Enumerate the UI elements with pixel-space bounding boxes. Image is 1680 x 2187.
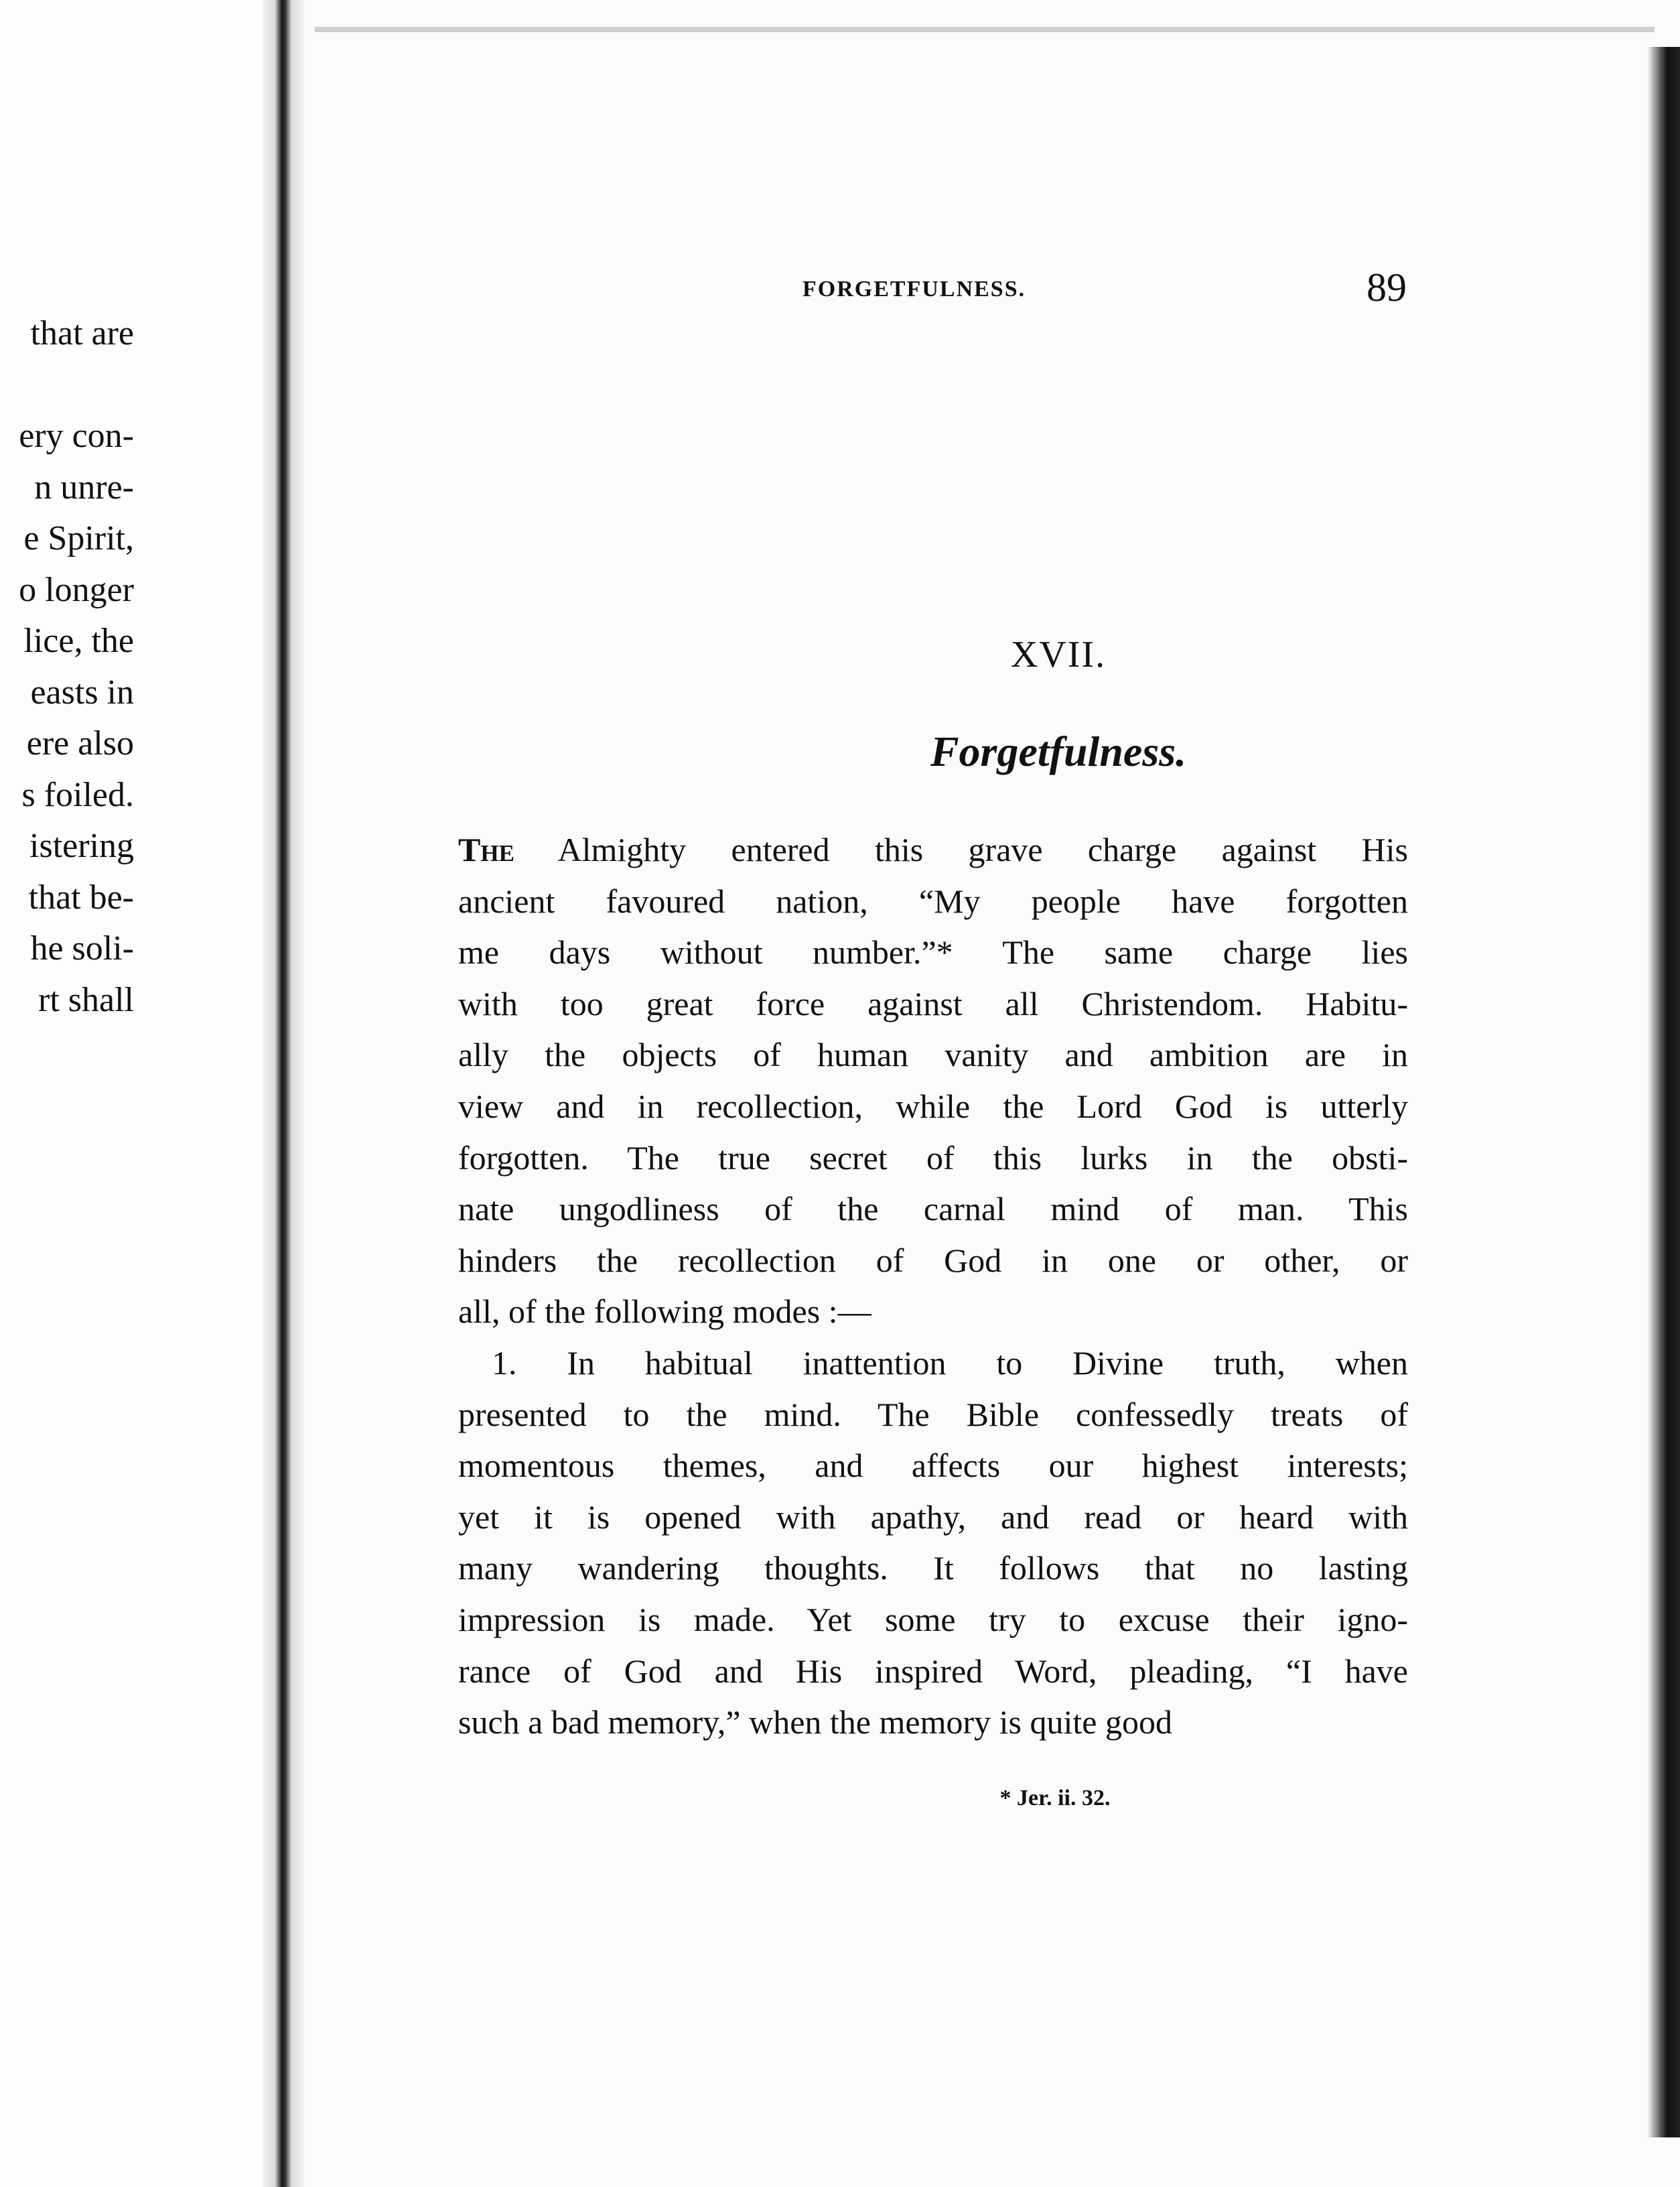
body-line: me days without number.”* The same charge lies [458,933,1408,972]
body-line: yet it is opened with apathy, and read or heard with [458,1498,1408,1536]
running-title: FORGETFULNESS. [802,277,1026,302]
footnote: * Jer. ii. 32. [999,1786,1111,1810]
left-page-line: o longer [19,570,134,609]
chapter-number: XVII. [1010,634,1107,675]
left-page-line: that be- [28,878,134,917]
body-text [458,824,1408,1748]
left-page-text [0,308,134,1026]
left-page-line: lice, the [23,622,134,660]
body-line: all, of the following modes :— [458,1293,871,1331]
body-line: hinders the recollection of God in one or other, or [458,1241,1408,1279]
body-line: rance of God and His inspired Word, pleading, “I have [458,1652,1408,1690]
body-line: with too great force against all Christendom. Habitu- [458,984,1408,1022]
left-page-line: he soli- [30,929,134,968]
body-line: such a bad memory,” when the memory is quite good [458,1703,1172,1741]
body-line: presented to the mind. The Bible confessedly treats of [458,1395,1408,1433]
running-head [315,258,1648,312]
body-line: forgotten. The true secret of this lurks in the obsti- [458,1138,1408,1177]
body-line: ally the objects of human vanity and ambition are in [458,1036,1408,1074]
left-page-line: ery con- [19,417,134,455]
body-line: ancient favoured nation, “My people have forgotten [458,882,1408,920]
body-line: nate ungodliness of the carnal mind of man. This [458,1190,1408,1228]
left-page-line: ere also [26,724,134,763]
right-page [315,27,1648,2137]
left-page-line: easts in [30,673,134,712]
body-line: many wandering thoughts. It follows that no lasting [458,1549,1408,1587]
book-gutter [263,0,304,2187]
left-page-line: that are [30,314,134,352]
chapter-title: Forgetfulness. [930,728,1187,775]
page-right-edge [1648,47,1680,2137]
left-page-line: n unre- [34,468,134,507]
body-line-text: Almighty entered this grave charge against His [514,831,1408,868]
body-line: view and in recollection, while the Lord God is utterly [458,1087,1408,1125]
left-page-line: s foiled. [21,775,134,814]
body-line: impression is made. Yet some try to excuse their igno- [458,1600,1408,1638]
left-page-line: istering [29,827,134,865]
drop-word: The [458,831,514,868]
page-number: 89 [1367,265,1407,310]
body-line: 1. In habitual inattention to Divine truth, when [492,1343,1408,1382]
body-line [458,824,1408,876]
body-line: momentous themes, and affects our highest interests; [458,1447,1408,1485]
left-page-line [0,360,134,411]
left-page-line: rt shall [38,980,134,1019]
left-page-fragment [0,0,298,2187]
left-page-line: e Spirit, [23,519,134,557]
